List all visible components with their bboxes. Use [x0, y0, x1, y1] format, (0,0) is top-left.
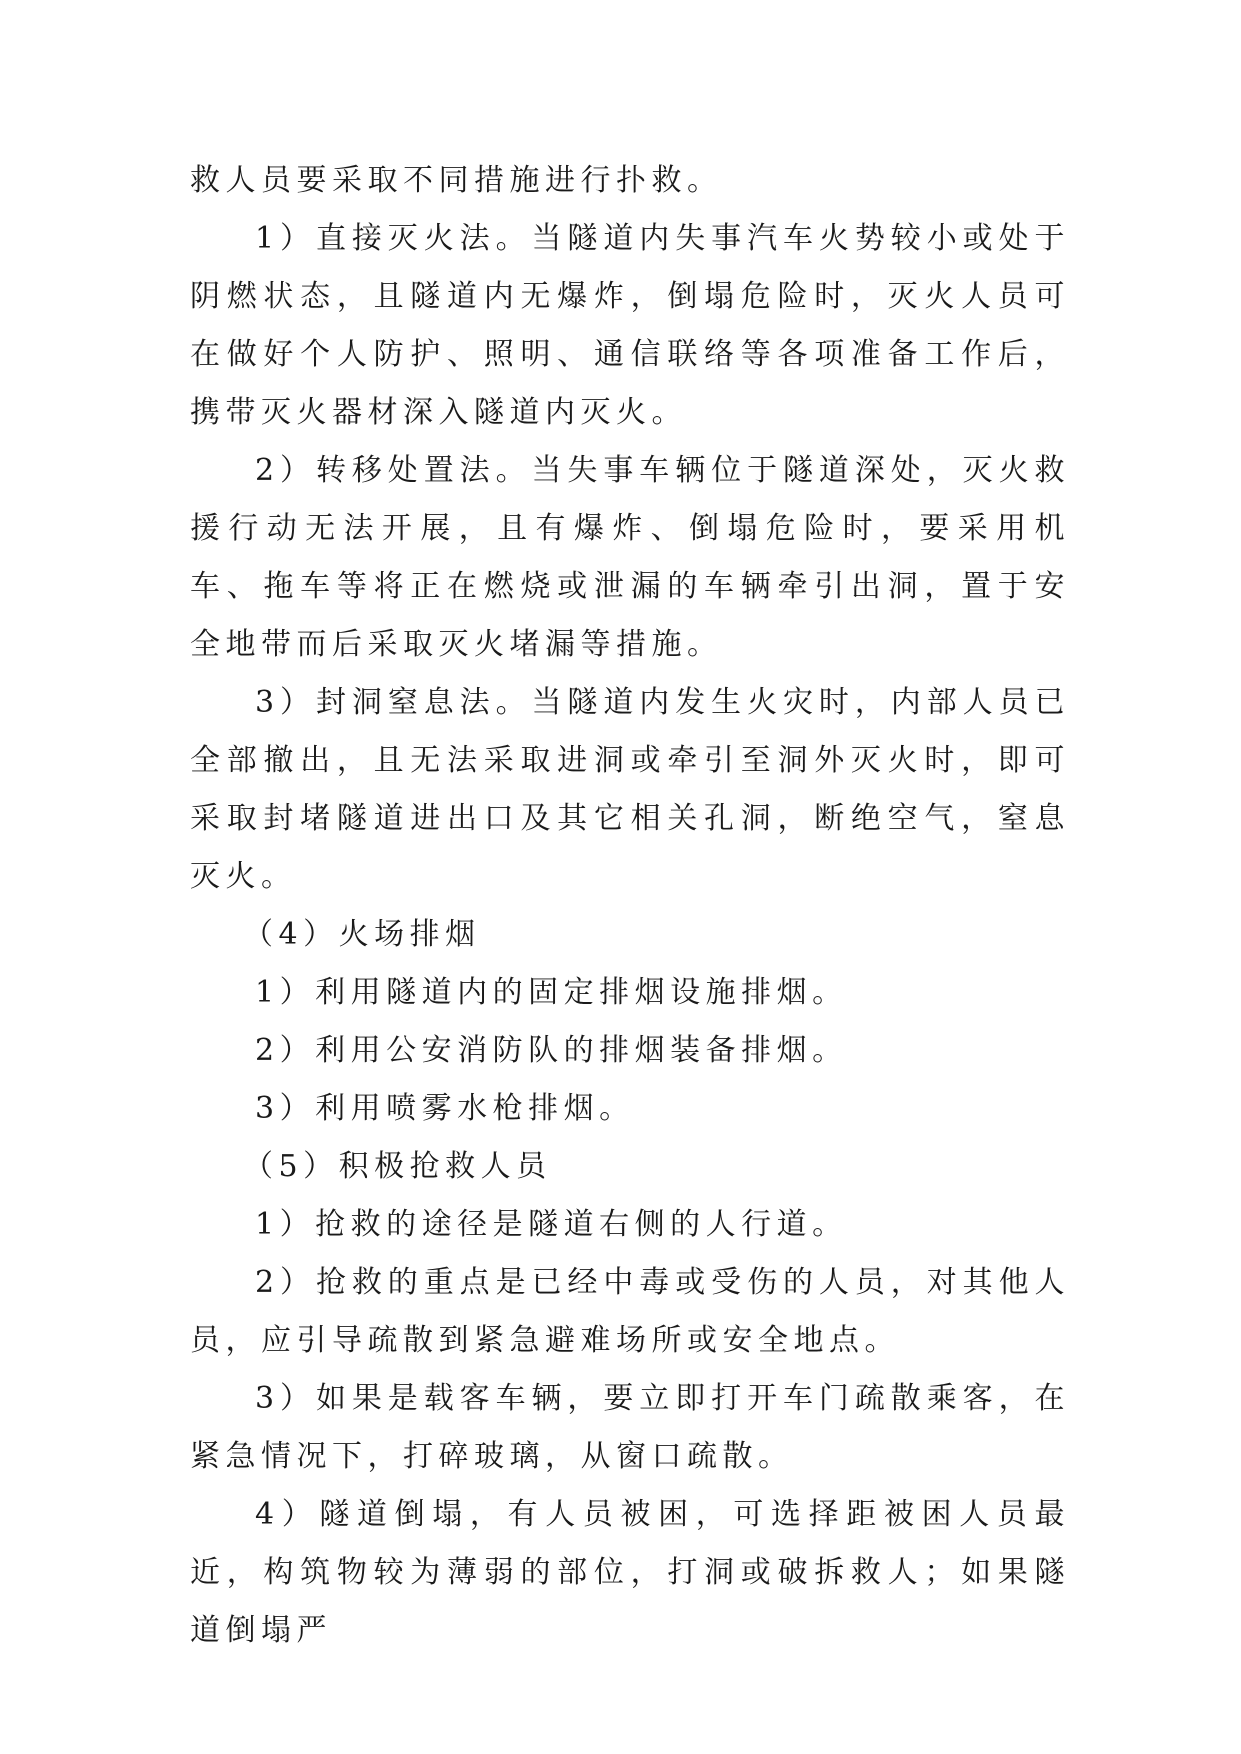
paragraph-direct-extinguishing: 1）直接灭火法。当隧道内失事汽车火势较小或处于阴燃状态，且隧道内无爆炸，倒塌危险时，灭火人员可在做好个人防护、照明、通信联络等各项准备工作后，携带灭火器材深入隧道内灭火。: [190, 221, 1070, 430]
paragraph-passenger-vehicle: 3）如果是载客车辆，要立即打开车门疏散乘客，在紧急情况下，打碎玻璃，从窗口疏散。: [190, 1381, 1070, 1474]
paragraph-transfer-disposal: 2）转移处置法。当失事车辆位于隧道深处，灭火救援行动无法开展，且有爆炸、倒塌危险时，要采用机车、拖车等将正在燃烧或泄漏的车辆牵引出洞，置于安全地带而后采取灭火堵漏等措施。: [190, 453, 1070, 662]
paragraph-tunnel-collapse: 4）隧道倒塌，有人员被困，可选择距被困人员最近，构筑物较为薄弱的部位，打洞或破拆救人；如果隧道倒塌严: [190, 1497, 1070, 1648]
paragraph-fixed-exhaust: 1）利用隧道内的固定排烟设施排烟。: [255, 975, 848, 1010]
paragraph-spray-nozzle-exhaust: 3）利用喷雾水枪排烟。: [255, 1091, 635, 1126]
paragraph-rescue-route: 1）抢救的途径是隧道右侧的人行道。: [255, 1207, 848, 1242]
document-body: [190, 152, 1070, 1660]
paragraph-continuation: 救人员要采取不同措施进行扑救。: [190, 163, 723, 198]
paragraph-sealing-suffocation: 3）封洞窒息法。当隧道内发生火灾时，内部人员已全部撤出，且无法采取进洞或牵引至洞外灭火时，即可采取封堵隧道进出口及其它相关孔洞，断绝空气，窒息灭火。: [190, 685, 1070, 894]
paragraph-rescue-focus: 2）抢救的重点是已经中毒或受伤的人员，对其他人员，应引导疏散到紧急避难场所或安全地点。: [190, 1265, 1070, 1358]
section-heading-rescue-personnel: （5）积极抢救人员: [243, 1149, 552, 1184]
paragraph-fire-brigade-exhaust: 2）利用公安消防队的排烟装备排烟。: [255, 1033, 848, 1068]
section-heading-smoke-exhaust: （4）火场排烟: [243, 917, 481, 952]
